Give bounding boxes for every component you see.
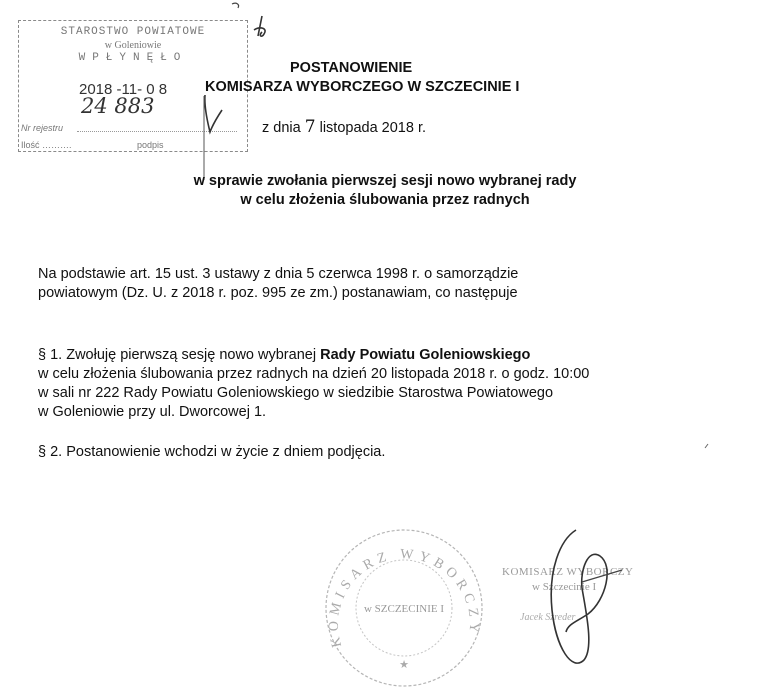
seal-outer-text: KOMISARZ WYBORCZY: [326, 547, 482, 649]
document-title: POSTANOWIENIE: [290, 60, 413, 76]
legal-basis-line-1: Na podstawie art. 15 ust. 3 ustawy z dnia 5 czerwca 1998 r. o samorządzie: [38, 266, 519, 282]
subject-line-1: w sprawie zwołania pierwszej sesji nowo wybranej rady: [193, 173, 577, 189]
date-day: 7: [304, 117, 316, 137]
seal-inner-text: w SZCZECINIE I: [363, 603, 445, 615]
section-1-line-4: w Goleniowie przy ul. Dworcowej 1.: [38, 404, 267, 420]
date-suffix: listopada 2018 r.: [319, 120, 427, 136]
seal-star-icon: ★: [399, 658, 409, 671]
stamp-date: 2018 -11- 0 8: [79, 81, 168, 98]
stamp-signature-label: podpis: [137, 140, 164, 150]
signatory-name: Jacek Szreder: [520, 612, 576, 623]
section-1-text: § 1. Zwołuję pierwszą sesję nowo wybranej: [38, 347, 317, 363]
stamp-received-label: WPŁYNĘŁO: [78, 52, 188, 64]
section-2-text: § 2. Postanowienie wchodzi w życie z dniem podjęcia.: [38, 444, 386, 460]
signatory-title: KOMISARZ WYBORCZY: [502, 566, 634, 578]
signatory-place: w Szczecinie I: [532, 581, 597, 593]
stamp-handwritten-number: 24 883: [81, 94, 155, 118]
stamp-office-town: w Goleniowie: [104, 40, 162, 51]
date-prefix: z dnia: [262, 120, 301, 136]
stamp-enclosures-label: Ilość ……….: [21, 140, 72, 150]
subject-line-2: w celu złożenia ślubowania przez radnych: [240, 192, 530, 208]
section-1-line-2: w celu złożenia ślubowania przez radnych na dzień 20 listopada 2018 r. o godz. 10:00: [38, 366, 590, 382]
legal-basis-line-2: powiatowym (Dz. U. z 2018 r. poz. 995 ze zm.) postanawiam, co następuje: [38, 285, 518, 301]
stamp-office-name: STAROSTWO POWIATOWE: [60, 26, 206, 38]
issuing-authority: KOMISARZA WYBORCZEGO W SZCZECINIE I: [205, 79, 520, 95]
section-1-line-3: w sali nr 222 Rady Powiatu Goleniowskiego w siedzibie Starostwa Powiatowego: [38, 385, 554, 401]
section-1-council-name: Rady Powiatu Goleniowskiego: [320, 347, 531, 363]
stamp-register-label: Nr rejestru: [21, 123, 64, 133]
